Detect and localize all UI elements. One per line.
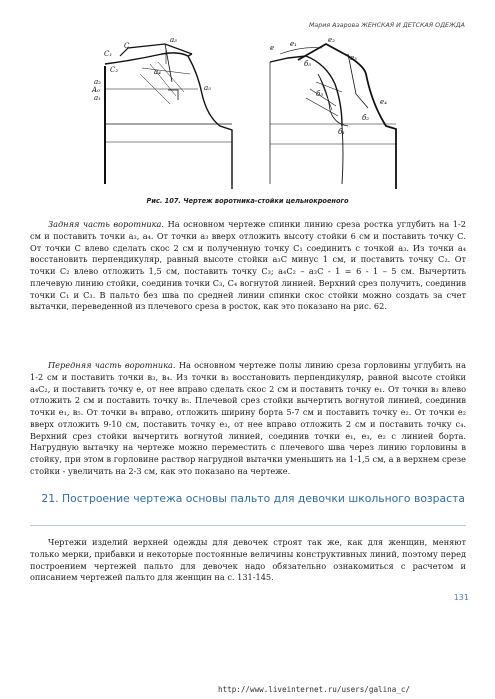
label-c: C xyxy=(124,42,130,50)
label-b3: б₃ xyxy=(316,90,324,98)
collar-pattern-figure xyxy=(80,34,410,194)
label-a2: a₂ xyxy=(94,78,101,86)
label-e1: e₁ xyxy=(290,40,297,48)
paragraph-body: На основном чертеже спинки линию среза ростка углубить на 1-2 см и поставить точки а₃, а₄. От точки а₃ вверх отложить высоту стойки 6 см и поставить точку С. От точки С влево сделать скос 2 см и полученную точку С₁ соединить с точкой а₃. Из точки а₄ восстановить перпендикуляр, равный высоте стойки а₃С минус 1 см, и поставить точку С₂. От точки С₂ влево отложить 1,5 см, поставить точку С₃; а₄С₂ – а₃С - 1 = 6 - 1 – 5 см. Вычертить плечевую линию стойки, соединив точки С₃, С₄ вогнутой линией. Верхний срез получить, соединив точки С₁ и С₃. В пальто без шва по средней линии спинки скос стойки можно создать за счет вытачки, переведенной из плечевого среза в росток, как это показано на рис. 62. xyxy=(30,219,466,312)
label-b2: б₂ xyxy=(362,114,370,122)
label-b5: б₅ xyxy=(304,60,312,68)
label-a1: a₁ xyxy=(94,94,101,102)
label-e2: e₂ xyxy=(328,36,335,44)
label-e3: e₃ xyxy=(350,54,357,62)
label-b1: б₁ xyxy=(338,128,346,136)
paragraph-lead: Задняя часть воротника. xyxy=(48,219,165,229)
section-divider xyxy=(30,525,466,526)
label-a0: A₀ xyxy=(92,86,100,94)
label-c1: C₁ xyxy=(104,50,113,58)
label-a3: a₃ xyxy=(170,36,177,44)
paragraph-body: На основном чертеже полы линию среза горловины углубить на 1-2 см и поставить точки в₃, в₄. Из точки в₃ восстановить перпендикуляр, равной высоте стойки а₄С₂, и поставить точку е, от нее вправо сделать скос 2 см и поставить точку е₁. От точки в₃ влево отложить 2 см и поставить точку в₅. Плечевой срез стойки вычертить вогнутой линией, соединив точки е₁, в₅. От точки в₄ вправо, отложить ширину борта 5-7 см и поставить точку е₂. От точки е₂ вверх отложить 9-10 см, поставить точку е₃, от нее вправо отложить 2 см и поставить точку с₄. Верхний срез стойки вычертить вогнутой линией, соединив точки е₁, е₃, е₂ с линией борта. Нагрудную вытачку на чертеже можно переместить с плечевого шва через линию горловины в стойку, при этом в горловине раствор нагрудной вытачки уменьшить на 1-1,5 см, а в верхнем срезе стойки - увеличить на 2-3 см, как это показано на чертеже. xyxy=(30,360,466,476)
watermark-url: http://www.liveinternet.ru/users/galina_c/ xyxy=(218,685,411,694)
paragraph-front-collar xyxy=(30,360,466,478)
back-collar-drawing xyxy=(105,44,232,189)
section-title: 21. Построение чертежа основы пальто для девочки школьного возраста xyxy=(41,492,465,505)
page-number: 131 xyxy=(453,593,469,602)
paragraph-back-collar xyxy=(30,219,466,313)
label-a5: a₅ xyxy=(204,84,211,92)
figure-caption: Рис. 107. Чертеж воротника-стойки цельнокроеного xyxy=(146,197,349,205)
label-c2: C₂ xyxy=(110,66,119,74)
paragraph-lead: Передняя часть воротника. xyxy=(48,360,176,370)
label-a4: a₄ xyxy=(154,68,161,76)
figure-point-labels xyxy=(91,36,387,136)
front-collar-drawing xyxy=(270,44,396,189)
running-head: Мария Азарова ЖЕНСКАЯ И ДЕТСКАЯ ОДЕЖДА xyxy=(308,22,465,29)
label-e4: e₄ xyxy=(380,98,387,106)
label-e: e xyxy=(270,44,275,52)
paragraph-intro: Чертежи изделий верхней одежды для девочек строят так же, как для женщин, меняют только мерки, прибавки и некоторые постоянные величины конструктивных линий, поэтому перед построением чертежей пальто для девочек надо обязательно ознакомиться с расчетом и описанием чертежей пальто для женщин на с. 131-145. xyxy=(30,537,466,583)
